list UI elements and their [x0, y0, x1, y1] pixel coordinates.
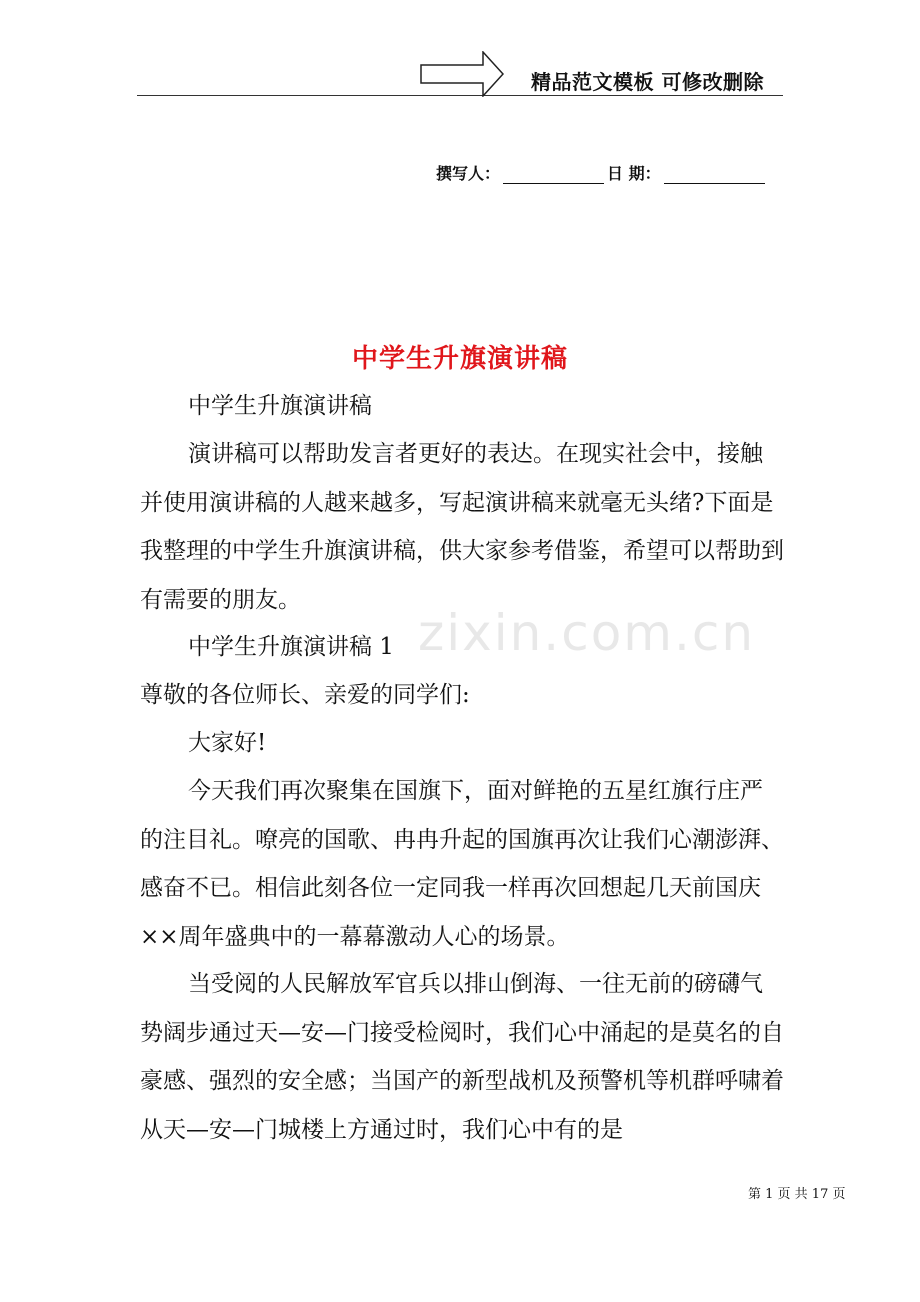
author-label: 撰写人：	[436, 164, 501, 183]
subtitle: 中学生升旗演讲稿	[188, 393, 372, 419]
header-label: 精品范文模板 可修改删除	[531, 70, 764, 94]
document-title: 中学生升旗演讲稿	[351, 344, 568, 374]
author-date-row	[436, 161, 768, 184]
intro-paragraph: 演讲稿可以帮助发言者更好的表达。在现实社会中，接触并使用演讲稿的人越来越多，写起演讲稿来就毫无头绪?下面是我整理的中学生升旗演讲稿，供大家参考借鉴，希望可以帮助到有需要的朋友。	[140, 441, 784, 613]
watermark: zixin.com.cn	[418, 604, 756, 662]
paragraph-1: 今天我们再次聚集在国旗下，面对鲜艳的五星红旗行庄严的注目礼。嘹亮的国歌、冉冉升起的国旗再次让我们心潮澎湃、感奋不已。相信此刻各位一定同我一样再次回想起几天前国庆××周年盛典中的一幕幕激动人心的场景。	[140, 778, 784, 950]
greeting: 大家好!	[188, 730, 267, 756]
date-label: 日 期：	[607, 164, 661, 183]
right-arrow-outline-icon	[420, 51, 504, 97]
salutation: 尊敬的各位师长、亲爱的同学们:	[140, 682, 470, 708]
section-heading: 中学生升旗演讲稿 1	[188, 634, 394, 660]
paragraph-2: 当受阅的人民解放军官兵以排山倒海、一往无前的磅礴气势阔步通过天—安—门接受检阅时，我们心中涌起的是莫名的自豪感、强烈的安全感；当国产的新型战机及预警机等机群呼啸着从天—安—门城楼上方通过时，我们心中有的是	[140, 971, 784, 1143]
author-field[interactable]	[503, 165, 604, 184]
page-number: 第 1 页 共 17 页	[748, 1187, 846, 1202]
date-field[interactable]	[664, 165, 765, 184]
